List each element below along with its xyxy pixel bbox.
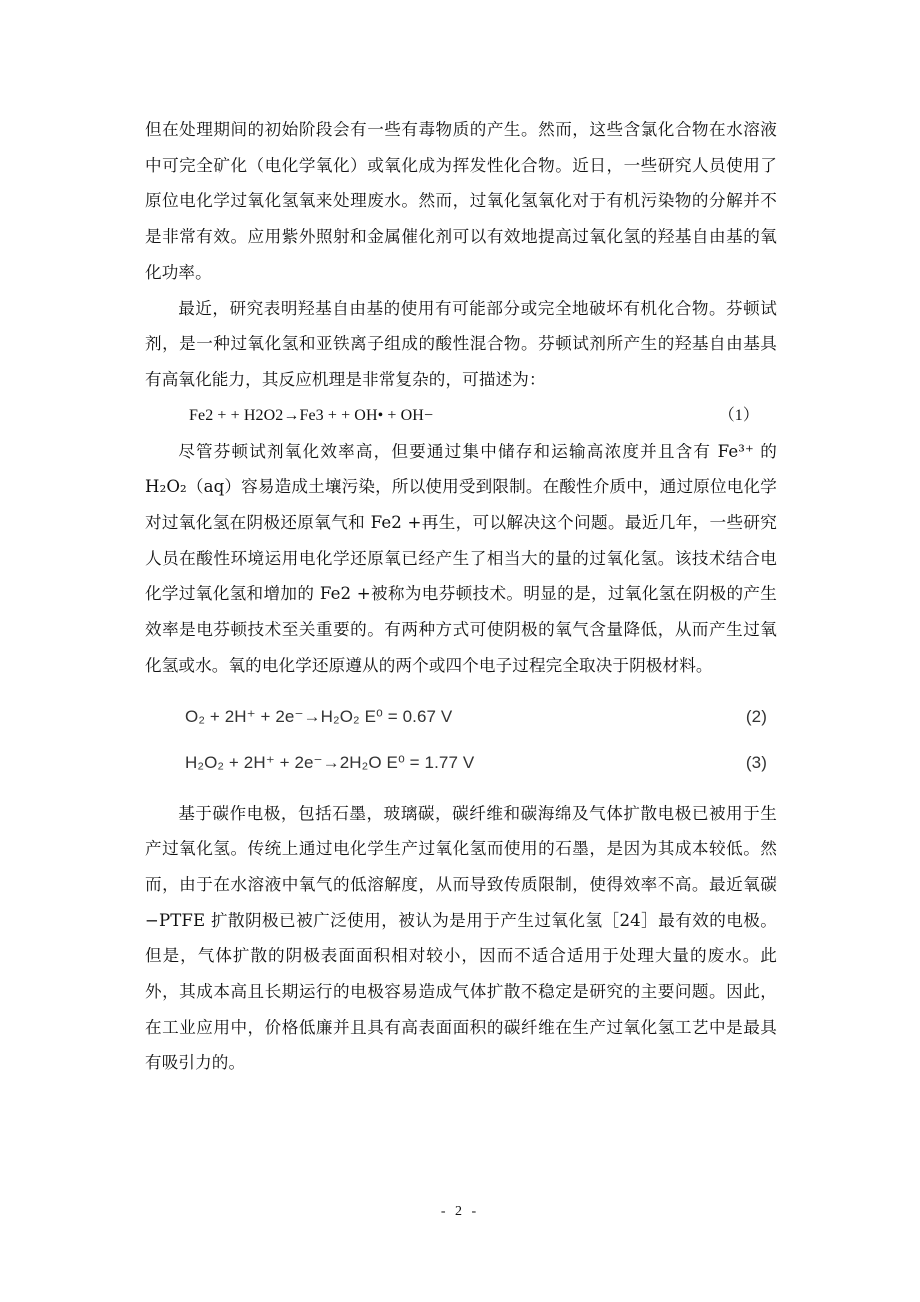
paragraph-2: 最近，研究表明羟基自由基的使用有可能部分或完全地破坏有机化合物。芬顿试剂，是一种过氧化氢和亚铁离子组成的酸性混合物。芬顿试剂所产生的羟基自由基具有高氧化能力，其反应机理是非常复杂的，可描述为： bbox=[145, 298, 777, 389]
paragraph-1: 但在处理期间的初始阶段会有一些有毒物质的产生。然而，这些含氯化合物在水溶液中可完全矿化（电化学氧化）或氧化成为挥发性化合物。近日，一些研究人员使用了原位电化学过氧化氢氧来处理废水。然而，过氧化氢氧化对于有机污染物的分解并不是非常有效。应用紫外照射和金属催化剂可以有效地提高过氧化氢的羟基自由基的氧化功率。 bbox=[145, 120, 777, 282]
document-body bbox=[145, 112, 777, 1081]
equation-3-number: (3) bbox=[745, 752, 767, 772]
equation-1-number: （1） bbox=[718, 406, 759, 424]
paragraph-4: 基于碳作电极，包括石墨，玻璃碳，碳纤维和碳海绵及气体扩散电极已被用于生产过氧化氢。传统上通过电化学生产过氧化氢而使用的石墨，是因为其成本较低。然而，由于在水溶液中氧气的低溶解度，从而导致传质限制，使得效率不高。最近氧碳−PTFE 扩散阴极已被广泛使用，被认为是用于产生过氧化氢［24］最有效的电极。但是，气体扩散的阴极表面面积相对较小，因而不适合适用于处理大量的废水。此外，其成本高且长期运行的电极容易造成气体扩散不稳定是研究的主要问题。因此，在工业应用中，价格低廉并且具有高表面面积的碳纤维在生产过氧化氢工艺中是最具有吸引力的。 bbox=[145, 803, 777, 1073]
equation-3 bbox=[145, 740, 777, 786]
equation-2-number: (2) bbox=[745, 706, 767, 726]
paragraph-3: 尽管芬顿试剂氧化效率高，但要通过集中储存和运输高浓度并且含有 Fe³⁺ 的 H₂O₂（aq）容易造成土壤污染，所以使用受到限制。在酸性介质中，通过原位电化学对过氧化氢在阴极还原氧气和 Fe2 +再生，可以解决这个问题。最近几年，一些研究人员在酸性环境运用电化学还原氧已经产生了相当大的量的过氧化氢。该技术结合电化学过氧化氢和增加的 Fe2 +被称为电芬顿技术。明显的是，过氧化氢在阴极的产生效率是电芬顿技术至关重要的。有两种方式可使阴极的氧气含量降低，从而产生过氧化氢或水。氧的电化学还原遵从的两个或四个电子过程完全取决于阴极材料。 bbox=[145, 441, 777, 675]
equation-3-expression: H₂O₂ + 2H⁺ + 2e⁻→2H₂O E⁰ = 1.77 V bbox=[185, 752, 475, 772]
equation-2 bbox=[145, 694, 777, 740]
equation-1 bbox=[145, 398, 777, 434]
equation-1-expression: Fe2 + + H2O2→Fe3 + + OH• + OH− bbox=[189, 406, 434, 424]
equation-2-expression: O₂ + 2H⁺ + 2e⁻→H₂O₂ E⁰ = 0.67 V bbox=[185, 706, 453, 726]
page-number: - 2 - bbox=[440, 1204, 480, 1219]
